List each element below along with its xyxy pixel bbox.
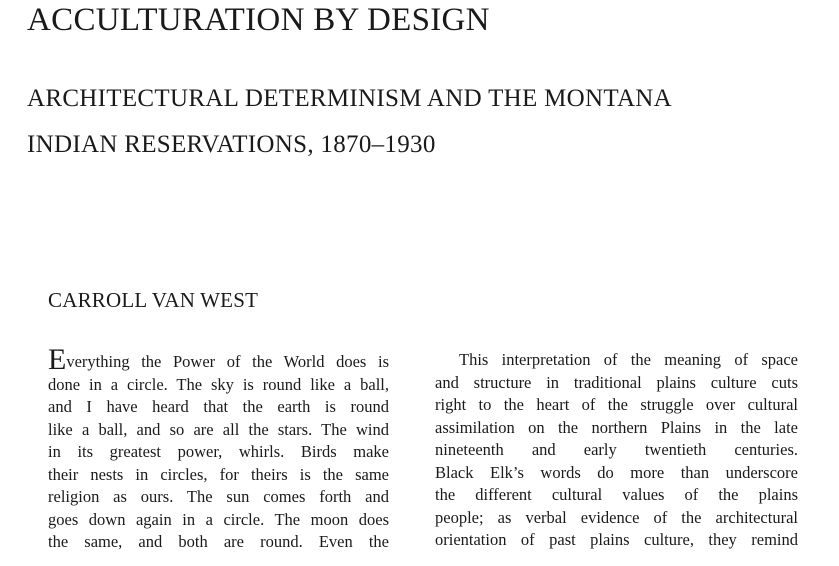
text-line: done in a circle. The sky is round like a ball,: [48, 374, 389, 394]
text-line: orientation of past plains culture, they remind: [435, 530, 798, 549]
first-line-text: verything the Power of the World does is: [66, 352, 389, 371]
text-line: the same, and both are round. Even the: [48, 532, 389, 551]
text-line: goes down again in a circle. The moon does: [48, 509, 389, 529]
first-line: [48, 343, 389, 376]
text-line: in its greatest power, whirls. Birds make: [48, 442, 389, 461]
text-line: like a ball, and so are all the stars. The wind: [48, 419, 389, 439]
left-text-column: [48, 343, 389, 554]
text-line: religion as ours. The sun comes forth and: [48, 487, 389, 506]
article-subtitle: [27, 76, 817, 168]
article-title: ACCULTURATION BY DESIGN: [27, 2, 490, 38]
text-line: and I have heard that the earth is round: [48, 397, 389, 416]
subtitle-line: ARCHITECTURAL DETERMINISM AND THE MONTANA: [27, 85, 673, 112]
drop-cap: E: [48, 343, 67, 376]
text-line: and structure in traditional plains culture cuts: [435, 372, 798, 392]
author-name: CARROLL VAN WEST: [48, 288, 259, 312]
text-line: the different cultural values of the plains: [435, 485, 798, 504]
text-line: people; as verbal evidence of the architectural: [435, 507, 798, 527]
text-line: Black Elk’s words do more than underscore: [435, 462, 798, 482]
text-line: nineteenth and early twentieth centuries.: [435, 440, 798, 459]
text-line: their nests in circles, for theirs is the same: [48, 464, 389, 484]
text-line: right to the heart of the struggle over cultural: [435, 395, 798, 414]
subtitle-line: INDIAN RESERVATIONS, 1870–1930: [27, 131, 436, 158]
text-line: assimilation on the northern Plains in the late: [435, 417, 798, 437]
text-line: This interpretation of the meaning of space: [459, 350, 798, 369]
right-text-column: [435, 349, 798, 552]
